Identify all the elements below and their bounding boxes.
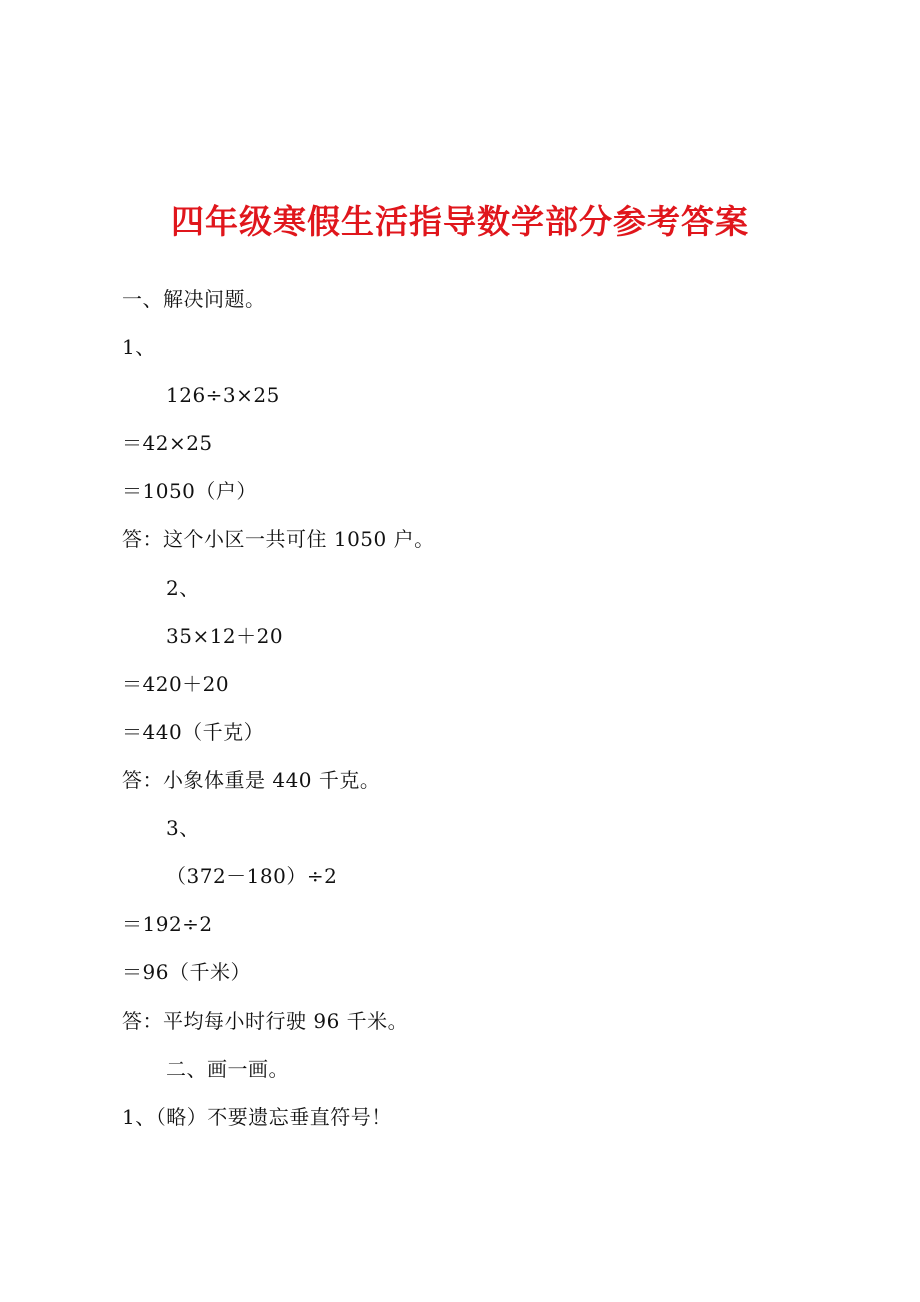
problem-3-step-2: ＝96（千米） bbox=[122, 960, 251, 984]
section-heading-draw: 二、画一画。 bbox=[166, 1057, 289, 1081]
draw-item-1: 1、（略）不要遗忘垂直符号！ bbox=[122, 1105, 392, 1129]
problem-1-answer: 答：这个小区一共可住 1050 户。 bbox=[122, 527, 435, 551]
problem-3-answer: 答：平均每小时行驶 96 千米。 bbox=[122, 1009, 409, 1033]
problem-2-answer: 答：小象体重是 440 千克。 bbox=[122, 768, 381, 792]
problem-1-step-2: ＝1050（户） bbox=[122, 479, 257, 503]
page-title: 四年级寒假生活指导数学部分参考答案 bbox=[171, 202, 749, 241]
problem-number-2: 2、 bbox=[166, 576, 200, 600]
problem-1-step-1: ＝42×25 bbox=[122, 431, 213, 455]
section-heading-solve-problems: 一、解决问题。 bbox=[122, 287, 266, 311]
problem-3-expression: （372－180）÷2 bbox=[166, 864, 338, 888]
problem-2-step-2: ＝440（千克） bbox=[122, 720, 265, 744]
problem-1-expression: 126÷3×25 bbox=[166, 383, 280, 407]
problem-2-step-1: ＝420＋20 bbox=[122, 672, 230, 696]
problem-3-step-1: ＝192÷2 bbox=[122, 912, 213, 936]
problem-number-3: 3、 bbox=[166, 816, 200, 840]
problem-number-1: 1、 bbox=[122, 335, 156, 359]
problem-2-expression: 35×12＋20 bbox=[166, 624, 284, 648]
